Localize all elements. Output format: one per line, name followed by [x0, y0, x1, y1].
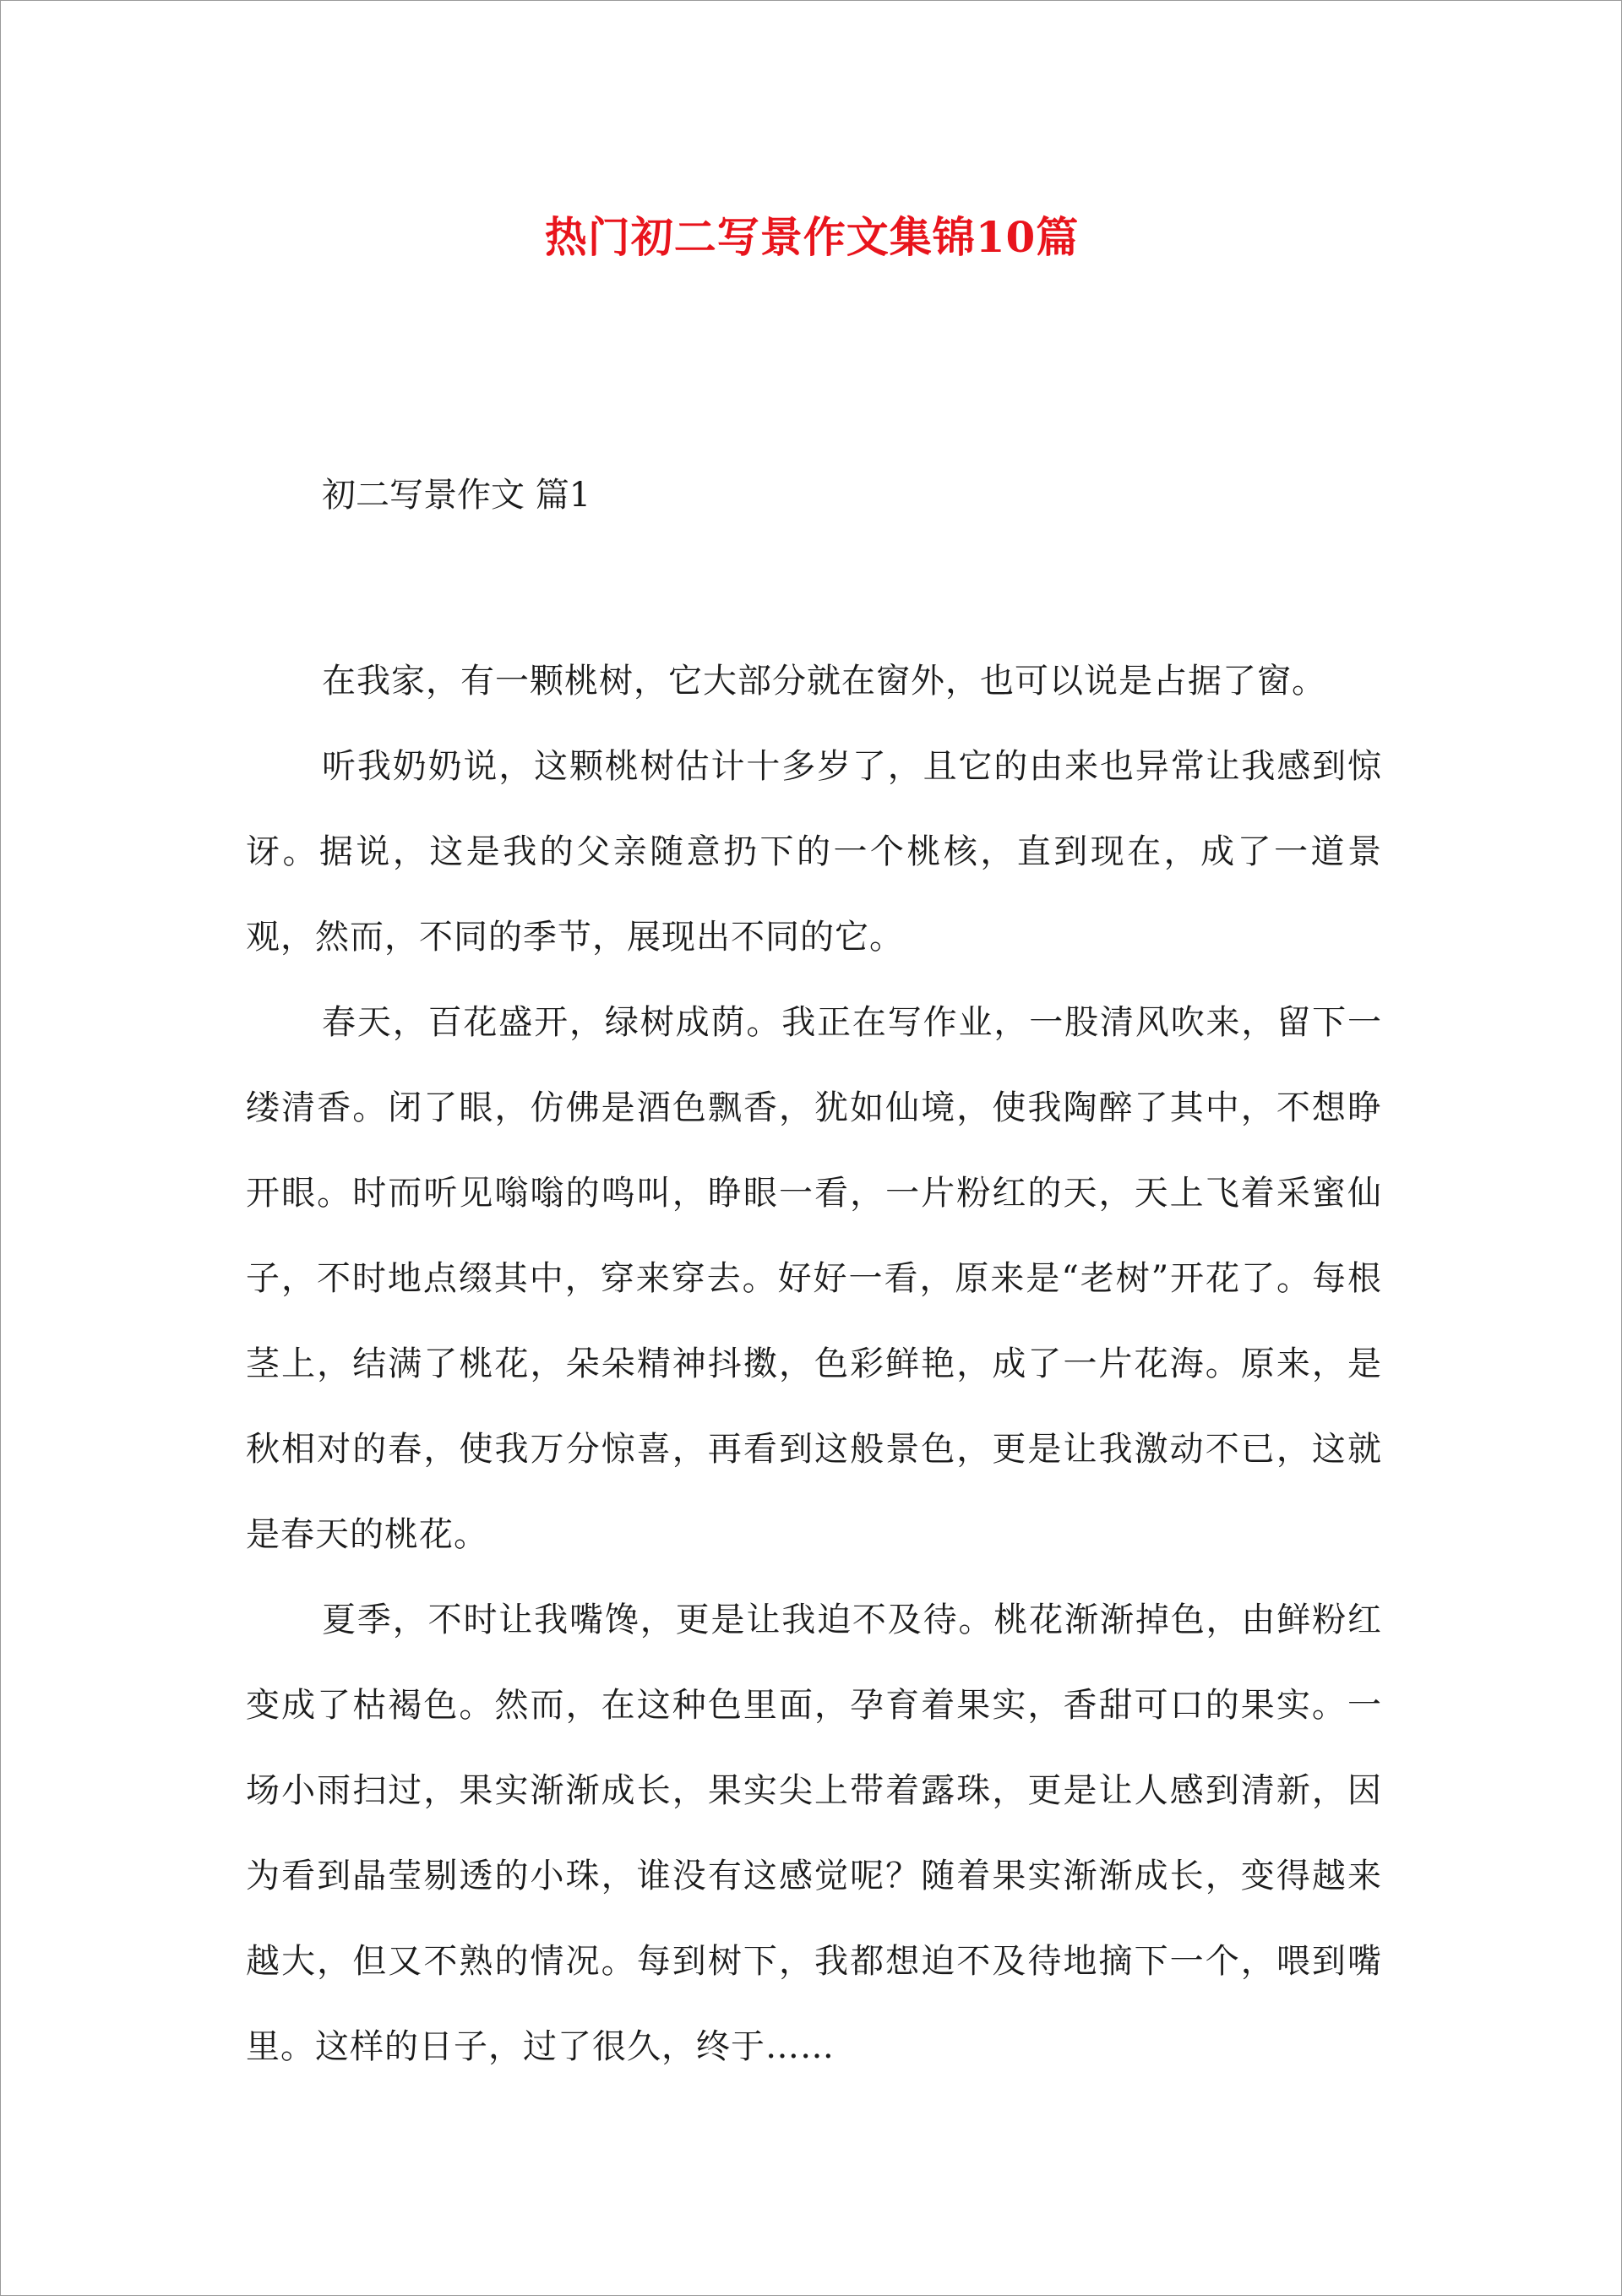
paragraph-2: 听我奶奶说，这颗桃树估计十多岁了，且它的由来也异常让我感到惊讶。据说，这是我的父亲随意扔下的一个桃核，直到现在，成了一道景观，然而，不同的季节，展现出不同的它。: [246, 747, 1382, 957]
paragraph-1: 在我家，有一颗桃树，它大部分就在窗外，也可以说是占据了窗。: [322, 662, 1326, 701]
section-heading: 初二写景作文 篇1: [322, 476, 591, 515]
essay-body: [246, 639, 1382, 2090]
paragraph-3: 春天，百花盛开，绿树成荫。我正在写作业，一股清风吹来，留下一缕清香。闭了眼，仿佛是酒色飘香，犹如仙境，使我陶醉了其中，不想睁开眼。时而听见嗡嗡的鸣叫，睁眼一看，一片粉红的天，天上飞着采蜜仙子，不时地点缀其中，穿来穿去。好好一看，原来是“老树”开花了。每根茎上，结满了桃花，朵朵精神抖擞，色彩鲜艳，成了一片花海。原来，是秋相对的春，使我万分惊喜，再看到这般景色，更是让我激动不已，这就是春天的桃花。: [246, 1003, 1382, 1554]
paragraph-4: 夏季，不时让我嘴馋，更是让我迫不及待。桃花渐渐掉色，由鲜粉红变成了枯褐色。然而，在这种色里面，孕育着果实，香甜可口的果实。一场小雨扫过，果实渐渐成长，果实尖上带着露珠，更是让人感到清新，因为看到晶莹剔透的小珠，谁没有这感觉呢？随着果实渐渐成长，变得越来越大，但又不熟的情况。每到树下，我都想迫不及待地摘下一个，喂到嘴里。这样的日子，过了很久，终于……: [246, 1601, 1382, 2066]
document-title: 热门初二写景作文集锦10篇: [544, 212, 1080, 262]
